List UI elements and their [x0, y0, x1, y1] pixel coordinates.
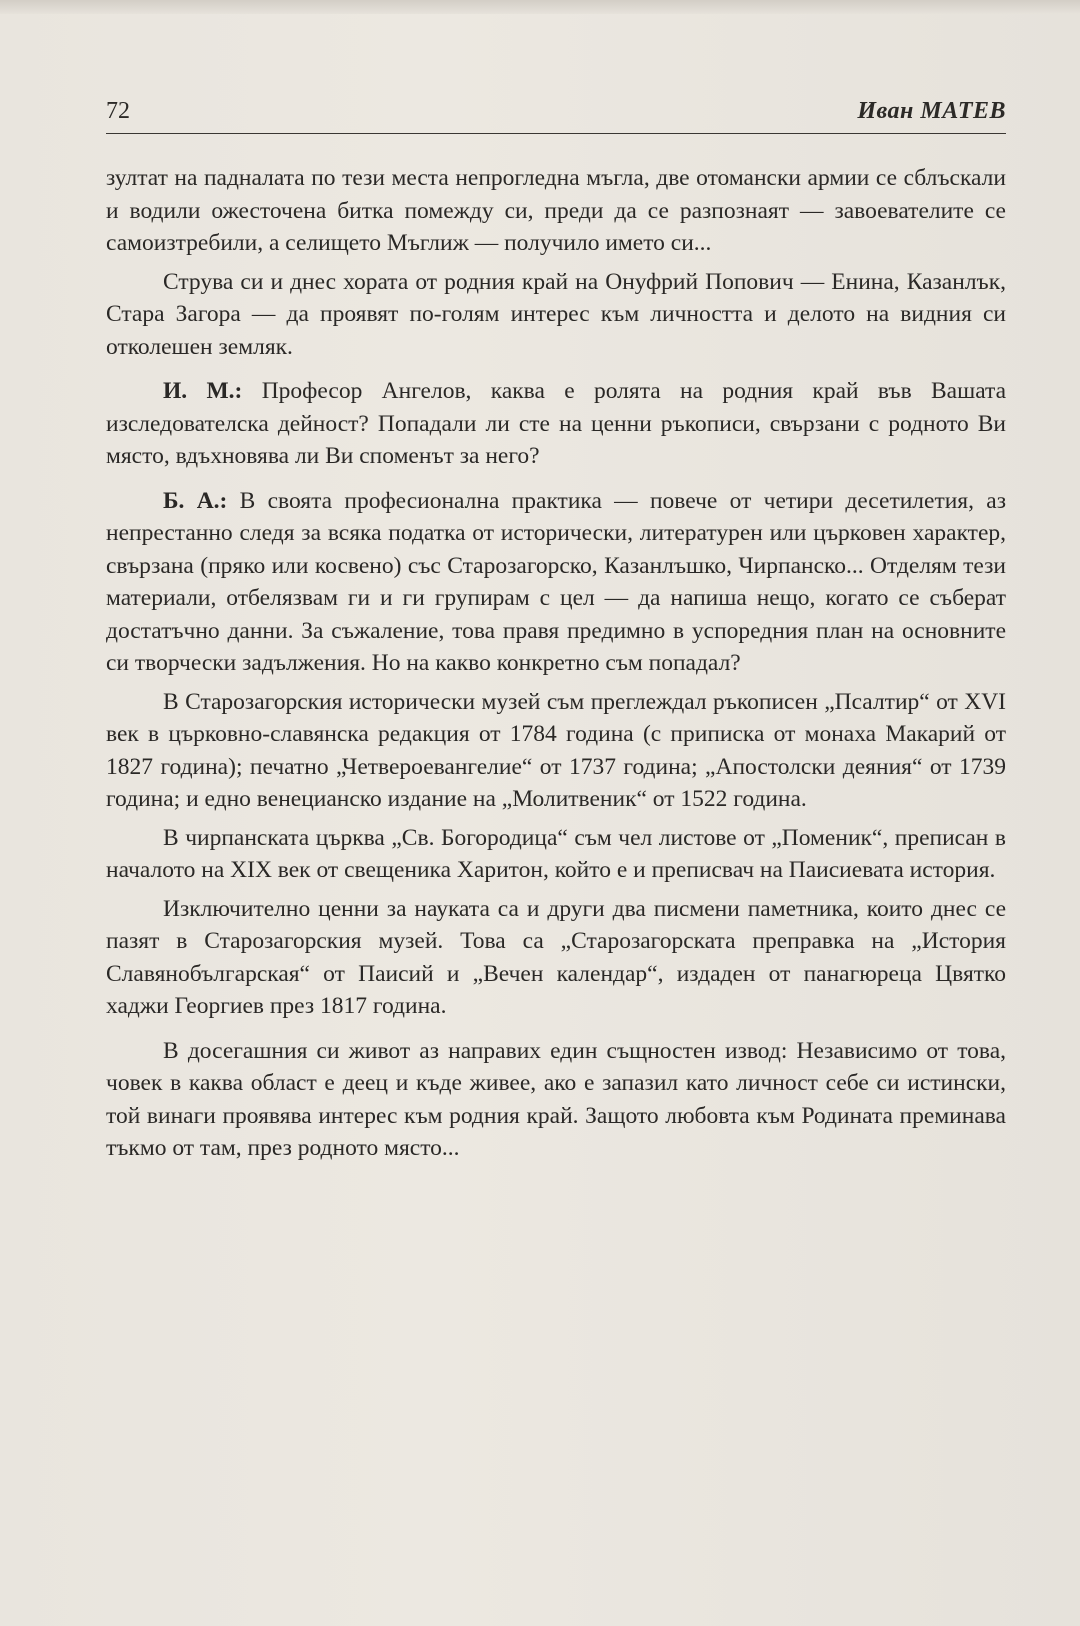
speaker-label: И. М.:	[163, 378, 243, 404]
header-rule	[106, 133, 1006, 134]
paragraph: Изключително ценни за науката са и други два писмени паметника, които днес се пазят в Старозагорския музей. Това са „Старозагорската преправка на „История Славянобългарская“ от Паисий и „Вечен календар“, издаден от панагюреца Цвятко хаджи Георгиев през 1817 година.	[106, 895, 1006, 1019]
page-header	[106, 98, 1006, 138]
question-text: Професор Ангелов, каква е ролята на родния край във Вашата изследователска дейност? Попадали ли сте на ценни ръкописи, свързани с родното Ви място, вдъхновява ли Ви споменът за него?	[106, 378, 1006, 469]
paragraph: Струва си и днес хората от родния край на Онуфрий Попович — Енина, Казанлък, Стара Загора — да проявят по-голям интерес към личността и делото на видния си отколешен земляк.	[106, 268, 1006, 360]
interview-question	[106, 375, 1006, 473]
running-head-author: Иван МАТЕВ	[857, 98, 1006, 124]
paragraph: В Старозагорския исторически музей съм преглеждал ръкописен „Псалтир“ от XVI век в църковно-славянска редакция от 1784 година (с приписка от монаха Макарий от 1827 година); печатно „Четвероевангелие“ от 1737 година; „Апостолски деяния“ от 1739 година; и едно венецианско издание на „Молитвеник“ от 1522 година.	[106, 688, 1006, 812]
interview-answer	[106, 485, 1006, 680]
paragraph: В чирпанската църква „Св. Богородица“ съм чел листове от „Поменик“, преписан в началото на XIX век от свещеника Харитон, който е и преписвач на Паисиевата история.	[106, 824, 1006, 883]
page-number: 72	[106, 98, 130, 124]
paragraph-continued: зултат на падналата по тези места непрогледна мъгла, две отомански армии се сблъскали и водили ожесточена битка помежду си, преди да се разпознаят — завоевателите се самоизтребили, а селището Мъглиж — получило името си...	[106, 165, 1006, 256]
paragraph: В досегашния си живот аз направих един същностен извод: Независимо от това, човек в каква област е деец и къде живее, ако е запазил като личност себе си истински, той винаги проявява интерес към родния край. Защото любовта към Родината преминава тъкмо от там, през родното място...	[106, 1037, 1006, 1161]
body-text	[106, 162, 1006, 1171]
speaker-label: Б. А.:	[163, 487, 228, 514]
page-top-edge	[0, 0, 1080, 14]
answer-text: В своята професионална практика — повече от четири десетилетия, аз непрестанно следя за всяка податка от исторически, литературен или църковен характер, свързана (пряко или косвено) със Старозагорско, Казанлъшко, Чирпанско... Отделям тези материали, отбелязвам ги и ги групирам с цел — да напиша нещо, когато се съберат достатъчно данни. За съжаление, това правя предимно в успоредния план на основните си творчески задължения. Но на какво конкретно съм попадал?	[106, 487, 1006, 676]
